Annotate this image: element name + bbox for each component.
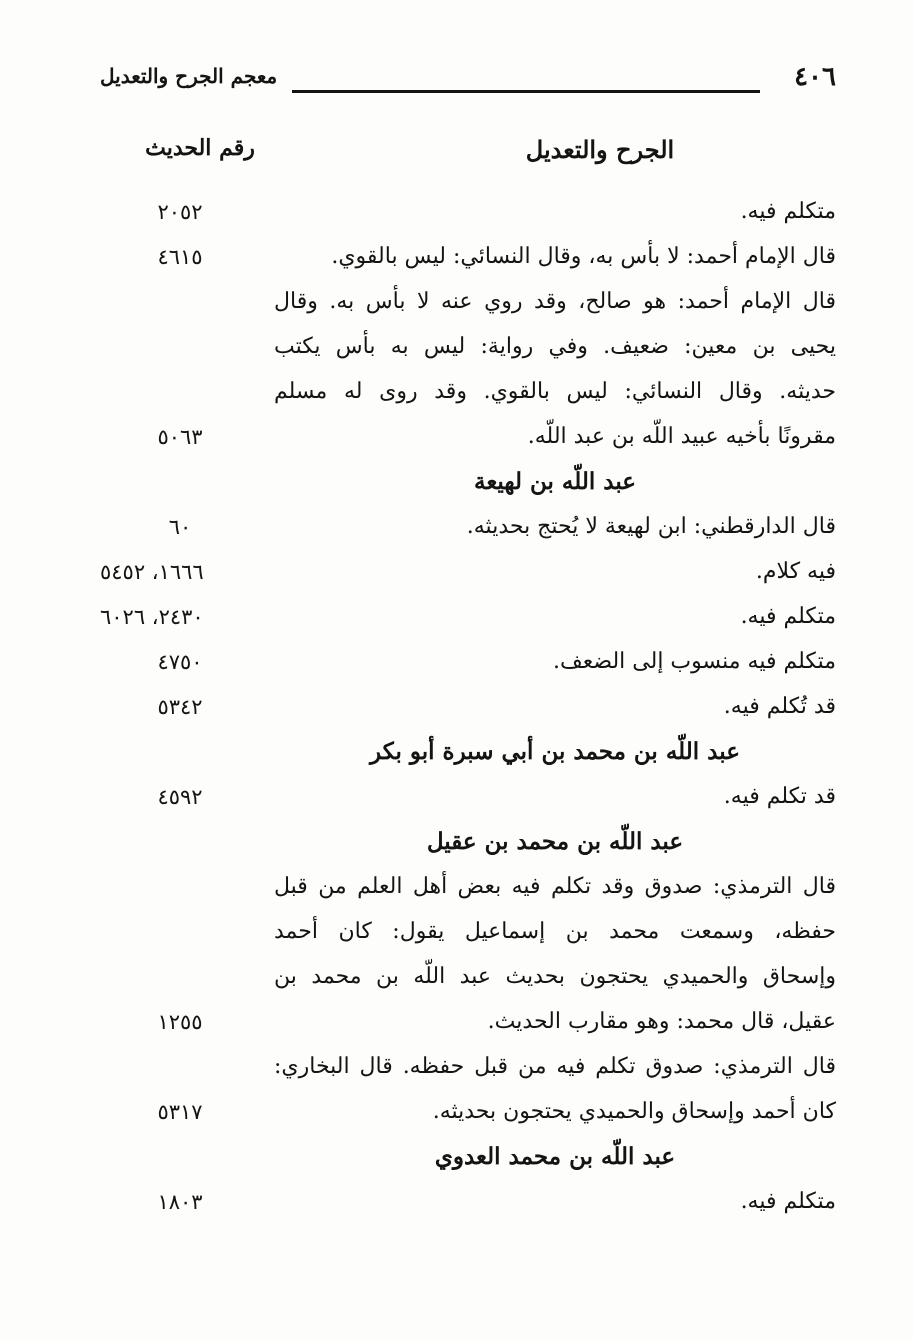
narrator-name: عبد اللّه بن لهيعة (474, 468, 636, 495)
entry-text-line: حديثه. وقال النسائي: ليس بالقوي. وقد روى له مسلم (274, 379, 836, 404)
hadith-number: ١٨٠٣ (157, 1190, 203, 1214)
hadith-number: ٢٤٣٠، ٦٠٢٦ (100, 605, 204, 629)
entry-text-line: وإسحاق والحميدي يحتجون بحديث عبد اللّه بن محمد بن (274, 964, 836, 989)
entry-text-line: مقرونًا بأخيه عبيد اللّه بن عبد اللّه. (527, 424, 836, 449)
running-header (100, 60, 836, 100)
entry-text-line: فيه كلام. (755, 559, 836, 584)
entry-text-line: قال الدارقطني: ابن لهيعة لا يُحتج بحديثه. (466, 514, 836, 539)
hadith-number: ٤٥٩٢ (157, 785, 203, 809)
hadith-number: ٦٠ (168, 515, 192, 539)
narrator-name: عبد اللّه بن محمد العدوي (434, 1143, 676, 1170)
column-heading-main: الجرح والتعديل (525, 135, 675, 164)
entry-text-line: قال الإمام أحمد: هو صالح، وقد روي عنه لا بأس به. وقال (274, 289, 836, 314)
entry-text-line: قد تكلم فيه. (723, 784, 836, 809)
column-heading-numbers: رقم الحديث (145, 135, 255, 161)
hadith-number: ٤٧٥٠ (157, 650, 203, 674)
hadith-number: ٤٦١٥ (157, 245, 203, 269)
narrator-name: عبد اللّه بن محمد بن عقيل (426, 828, 684, 855)
hadith-number: ١٢٥٥ (157, 1010, 203, 1034)
entry-text-line: عقيل، قال محمد: وهو مقارب الحديث. (487, 1009, 836, 1034)
entry-text-line: قال الترمذي: صدوق وقد تكلم فيه بعض أهل العلم من قبل (274, 874, 836, 899)
hadith-number: ٥٣١٧ (157, 1100, 203, 1124)
hadith-number: ٥٠٦٣ (157, 425, 203, 449)
entry-text-line: متكلم فيه. (740, 604, 836, 629)
book-title: معجم الجرح والتعديل (100, 64, 278, 88)
narrator-name: عبد اللّه بن محمد بن أبي سبرة أبو بكر (370, 738, 740, 765)
column-headings (100, 135, 836, 175)
entry-text-line: متكلم فيه منسوب إلى الضعف. (553, 649, 836, 674)
entry-text-line: متكلم فيه. (740, 1189, 836, 1214)
entry-text-line: قال الترمذي: صدوق تكلم فيه من قبل حفظه. قال البخاري: (274, 1054, 836, 1079)
hadith-number: ٢٠٥٢ (157, 200, 203, 224)
entry-text-line: قد تُكلم فيه. (723, 694, 836, 719)
hadith-number: ٥٣٤٢ (157, 695, 203, 719)
hadith-number: ١٦٦٦، ٥٤٥٢ (100, 560, 204, 584)
page-number: ٤٠٦ (794, 62, 836, 92)
entry-text-line: حفظه، وسمعت محمد بن إسماعيل يقول: كان أحمد (274, 919, 836, 944)
entry-text-line: متكلم فيه. (740, 199, 836, 224)
entry-text-line: قال الإمام أحمد: لا بأس به، وقال النسائي: ليس بالقوي. (331, 244, 836, 269)
entry-text-line: كان أحمد وإسحاق والحميدي يحتجون بحديثه. (432, 1099, 836, 1124)
header-rule (292, 90, 760, 93)
entry-text-line: يحيى بن معين: ضعيف. وفي رواية: ليس به بأس يكتب (274, 334, 836, 359)
